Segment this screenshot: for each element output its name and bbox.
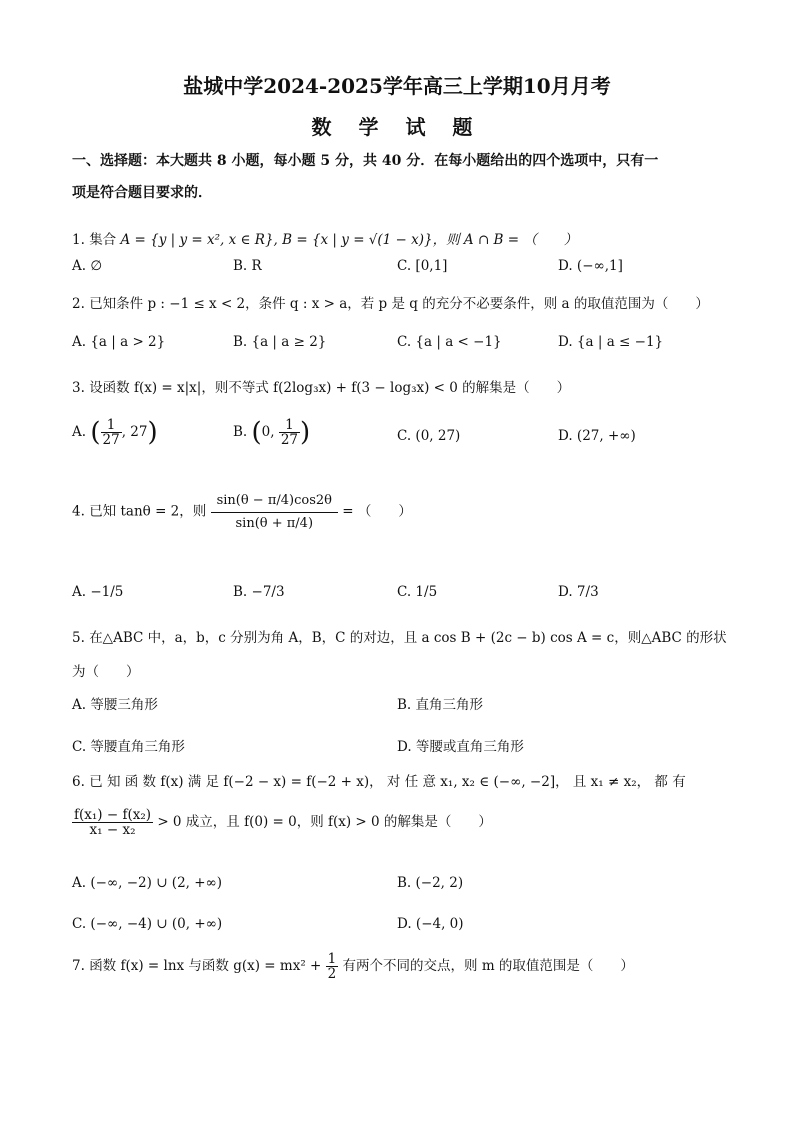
question-number: 3. xyxy=(72,380,85,396)
q5-option-c: C. 等腰直角三角形 xyxy=(72,739,185,755)
question-3 xyxy=(72,376,570,396)
q5-option-b: B. 直角三角形 xyxy=(397,697,484,713)
frac-num: 1 xyxy=(327,951,337,967)
q3-option-b: B. (0, $\frac{1}{27}$ ) xyxy=(233,417,311,449)
q1-option-a: A. ∅ xyxy=(72,258,103,274)
section-heading-line2: 项是符合题目要求的． xyxy=(72,185,212,201)
question-number: 5. xyxy=(72,630,85,646)
q1-option-d: D. (−∞,1] xyxy=(558,258,623,274)
q3-option-a: A. ( $\frac{1}{27}$ , 27) xyxy=(72,417,158,449)
q3-option-c: C. (0, 27) xyxy=(397,428,461,444)
frac-den: 27 xyxy=(102,432,120,449)
question-stem-line1: 已 知 函 数 f(x) 满 足 f(−2 − x) = f(−2 + x)， 对 任 意 x₁, x₂ ∈ (−∞, −2]， 且 x₁ ≠ x₂， 都 有 xyxy=(89,774,686,790)
question-stem: 已知条件 p : −1 ≤ x < 2，条件 q : x > a，若 p 是 q 的充分不必要条件，则 a 的取值范围为（ ） xyxy=(89,296,709,312)
frac-num: sin(θ − π/4)cos2θ xyxy=(211,490,338,513)
frac-num: 1 xyxy=(101,418,122,433)
q4-option-b: B. −7/3 xyxy=(233,584,285,600)
question-5 xyxy=(72,626,727,646)
q6-option-b: B. (−2, 2) xyxy=(397,875,464,891)
option-letter: B. xyxy=(233,424,248,441)
q2-option-a: A. {a | a > 2} xyxy=(72,334,166,350)
question-number: 2. xyxy=(72,296,85,312)
option-tail: , 27 xyxy=(121,424,148,441)
q6-option-d: D. (−4, 0) xyxy=(397,916,464,932)
question-number: 1. xyxy=(72,232,85,248)
question-number: 7. xyxy=(72,958,85,975)
question-7 xyxy=(72,952,634,981)
q1-option-b: B. R xyxy=(233,258,262,274)
question-stem-line2: > 0 成立，且 f(0) = 0，则 f(x) > 0 的解集是（ ） xyxy=(157,814,492,831)
frac-num: 1 xyxy=(279,418,300,433)
frac-den: 2 xyxy=(327,966,337,983)
q4-option-c: C. 1/5 xyxy=(397,584,438,600)
question-stem-text: 集合 xyxy=(89,232,117,248)
q6-option-a: A. (−∞, −2) ∪ (2, +∞) xyxy=(72,875,223,891)
q3-option-d: D. (27, +∞) xyxy=(558,428,636,444)
question-stem-math: A = {y | y = x², x ∈ R}, B = {x | y = √(1 − x)}，则 A ∩ B = （ ） xyxy=(120,232,578,248)
q4-option-d: D. 7/3 xyxy=(558,584,599,600)
q6-option-c: C. (−∞, −4) ∪ (0, +∞) xyxy=(72,916,223,932)
question-stem-post: = （ ） xyxy=(342,503,412,520)
section-heading-line1: 一、选择题：本大题共 8 小题，每小题 5 分，共 40 分．在每小题给出的四个选项中，只有一 xyxy=(72,153,659,169)
question-6 xyxy=(72,770,686,790)
option-head: 0, xyxy=(261,424,279,441)
frac-den: sin(θ + π/4) xyxy=(235,515,314,531)
page-subtitle: 数 学 试 题 xyxy=(311,115,483,139)
question-6-line2 xyxy=(72,808,492,837)
q2-option-c: C. {a | a < −1} xyxy=(397,334,502,350)
question-stem-pre: 已知 tanθ = 2，则 xyxy=(89,503,207,520)
frac-num: f(x₁) − f(x₂) xyxy=(74,807,152,823)
question-2 xyxy=(72,292,709,312)
q1-option-c: C. [0,1] xyxy=(397,258,448,274)
page-title: 盐城中学2024-2025学年高三上学期10月月考 xyxy=(183,74,611,98)
question-stem-pre: 函数 f(x) = lnx 与函数 g(x) = mx² + xyxy=(89,958,322,975)
frac-den: 27 xyxy=(280,432,299,449)
option-letter: A. xyxy=(72,424,87,441)
q5-option-d: D. 等腰或直角三角形 xyxy=(397,739,524,755)
question-number: 6. xyxy=(72,774,85,790)
q5-option-a: A. 等腰三角形 xyxy=(72,697,158,713)
question-4 xyxy=(72,490,412,534)
question-stem-line1: 在△ABC 中，a，b，c 分别为角 A，B，C 的对边，且 a cos B + (2c − b) cos A = c，则△ABC 的形状 xyxy=(89,630,727,646)
q2-option-b: B. {a | a ≥ 2} xyxy=(233,334,327,350)
question-number: 4. xyxy=(72,503,85,520)
question-1 xyxy=(72,228,577,248)
frac-den: x₁ − x₂ xyxy=(89,822,136,839)
question-stem-post: 有两个不同的交点，则 m 的取值范围是（ ） xyxy=(342,958,634,975)
question-5-line2: 为（ ） xyxy=(72,664,140,680)
question-stem: 设函数 f(x) = x|x|，则不等式 f(2log₃x) + f(3 − log₃x) < 0 的解集是（ ） xyxy=(89,380,571,396)
q2-option-d: D. {a | a ≤ −1} xyxy=(558,334,664,350)
q4-option-a: A. −1/5 xyxy=(72,584,124,600)
